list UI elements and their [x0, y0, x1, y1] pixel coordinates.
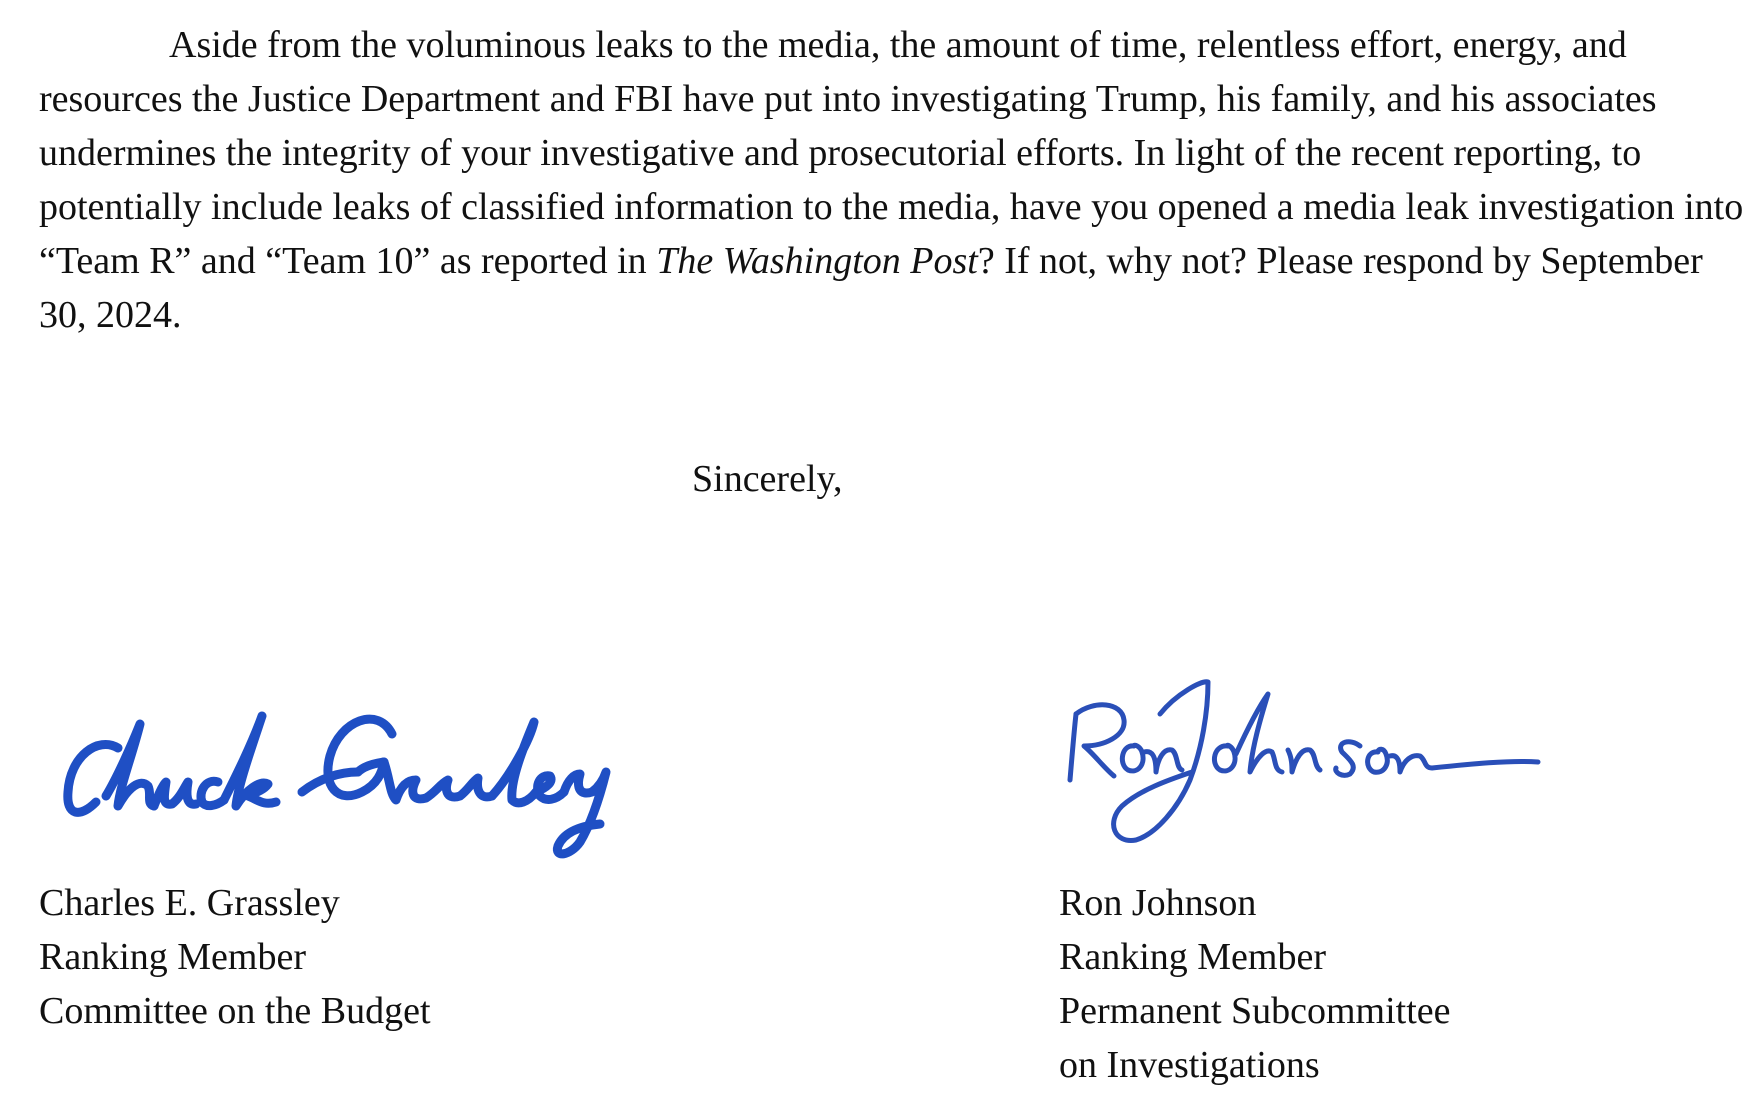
johnson-signature-block	[1059, 876, 1451, 1092]
johnson-title: Ranking Member	[1059, 936, 1327, 978]
paragraph-text-part-2: ? If not, why not? Please respond by September 30, 2024.	[39, 240, 1703, 336]
body-paragraph	[39, 18, 1749, 342]
johnson-committee-line-2: on Investigations	[1059, 1044, 1320, 1086]
grassley-committee: Committee on the Budget	[39, 990, 431, 1032]
johnson-name: Ron Johnson	[1059, 882, 1257, 924]
grassley-name: Charles E. Grassley	[39, 882, 340, 924]
johnson-signature-drawing	[1060, 672, 1620, 872]
grassley-signature-block	[39, 876, 431, 1038]
grassley-signature	[40, 696, 680, 872]
publication-title: The Washington Post	[656, 240, 978, 282]
paragraph-text-part-1: Aside from the voluminous leaks to the media, the amount of time, relentless effort, energy, and resources the Justice Department and FBI have put into investigating Trump, his family, and his associates undermines the integrity of your investigative and prosecutorial efforts. In light of the recent reporting, to potentially include leaks of classified information to the media, have you opened a media leak investigation into “Team R” and “Team 10” as reported in	[39, 24, 1744, 282]
grassley-signature-drawing	[40, 696, 680, 872]
closing-salutation: Sincerely,	[692, 458, 843, 500]
grassley-title: Ranking Member	[39, 936, 307, 978]
johnson-committee-line-1: Permanent Subcommittee	[1059, 990, 1451, 1032]
johnson-signature	[1060, 672, 1620, 872]
